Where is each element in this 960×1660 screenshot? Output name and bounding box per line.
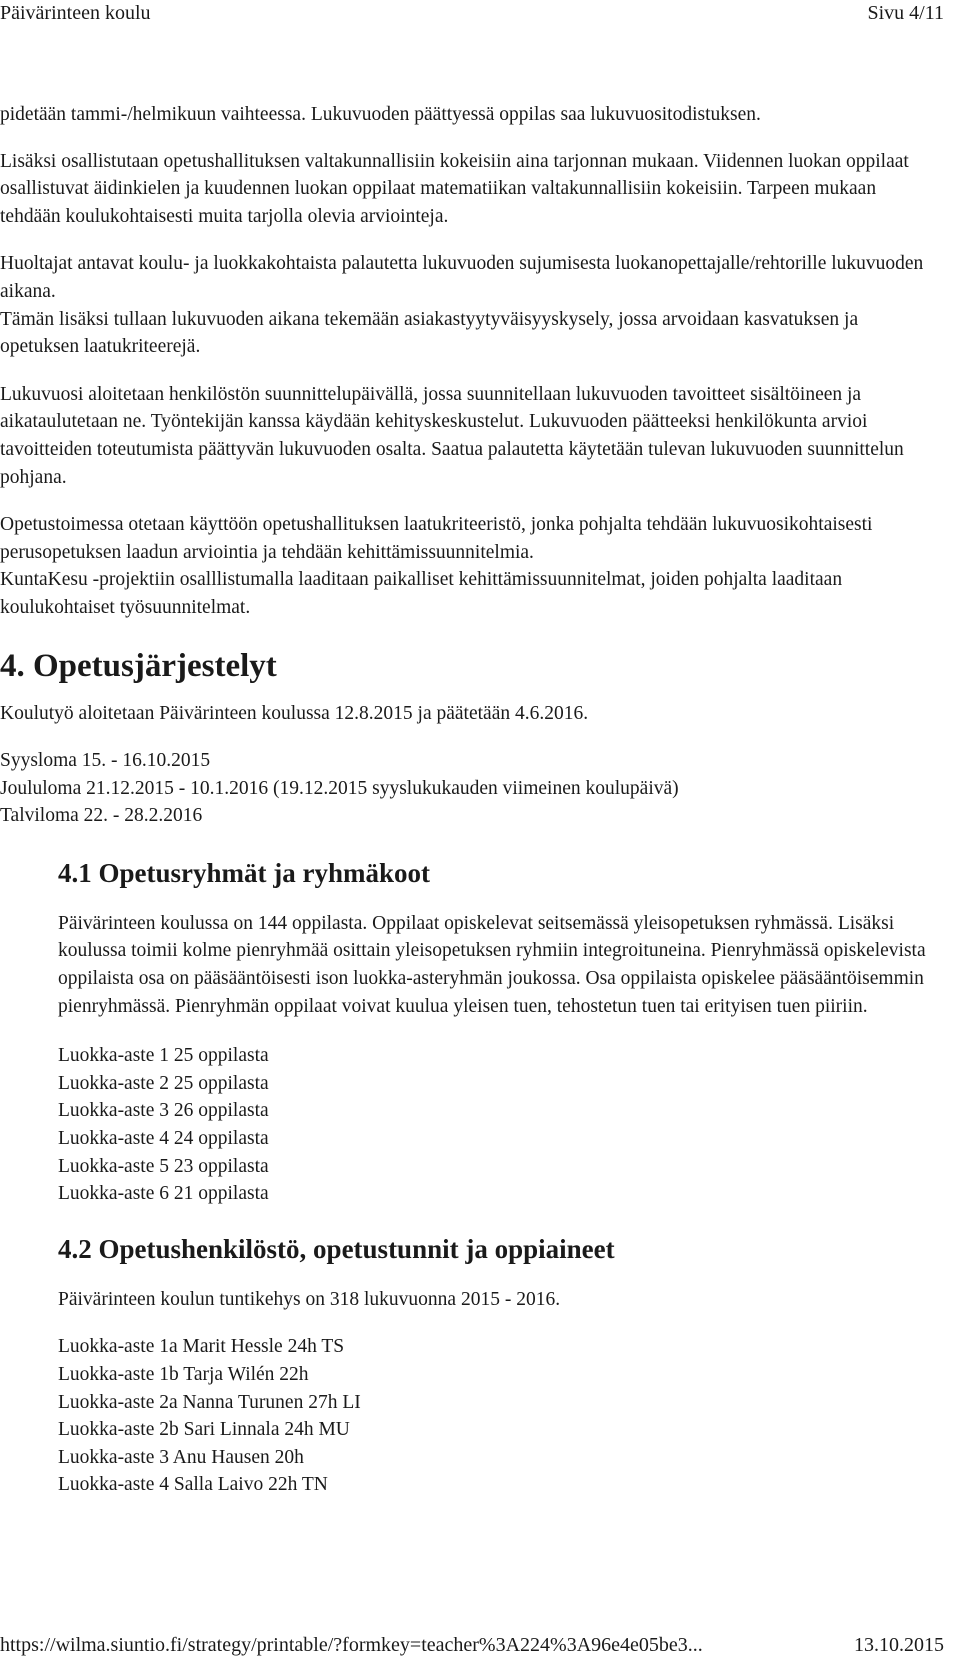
list-item: Luokka-aste 2b Sari Linnala 24h MU xyxy=(58,1419,350,1441)
paragraph: Huoltajat antavat koulu- ja luokkakohtaista palautetta lukuvuoden sujumisesta luokanopettajalle/rehtorille lukuvuoden aikana. xyxy=(0,253,924,302)
list-item: Syysloma 15. - 16.10.2015 xyxy=(0,750,211,772)
list-item: Luokka-aste 3 Anu Hausen 20h xyxy=(58,1446,304,1468)
list-item: Luokka-aste 1b Tarja Wilén 22h xyxy=(58,1364,309,1385)
list-item: Talviloma 22. - 28.2.2016 xyxy=(0,805,203,827)
paragraph: Päivärinteen koulun tuntikehys on 318 lukuvuonna 2015 - 2016. xyxy=(58,1288,561,1310)
list-item: Luokka-aste 3 26 oppilasta xyxy=(58,1100,269,1122)
paragraph: Lisäksi osallistutaan opetushallituksen valtakunnallisiin kokeisiin aina tarjonnan mukaan. Viidennen luokan oppilaat osallistuvat äidinkielen ja kuudennen luokan oppilaat matematiikan valtakunnallisiin kokeisiin. Tarpeen mukaan tehdään koulukohtaisesti muita tarjolla olevia arviointeja. xyxy=(0,150,909,227)
holiday-list xyxy=(0,747,940,830)
header-title: Päivärinteen koulu xyxy=(0,2,151,24)
list-item: Luokka-aste 1a Marit Hessle 24h TS xyxy=(58,1336,345,1358)
subsection-heading: 4.2 Opetushenkilöstö, opetustunnit ja oppiaineet xyxy=(58,1233,615,1264)
list-item: Luokka-aste 6 21 oppilasta xyxy=(58,1183,269,1205)
footer-date: 13.10.2015 xyxy=(854,1634,944,1656)
list-item: Joululoma 21.12.2015 - 10.1.2016 (19.12.2015 syyslukukauden viimeinen koulupäivä) xyxy=(0,777,679,799)
page-number: Sivu 4/11 xyxy=(867,2,944,24)
paragraph: KuntaKesu -projektiin osalllistumalla laaditaan paikalliset kehittämissuunnitelmat, joiden pohjalta laaditaan koulukohtaiset työsuunnitelmat. xyxy=(0,569,843,618)
page-footer xyxy=(0,1632,944,1660)
list-item: Luokka-aste 4 Salla Laivo 22h TN xyxy=(58,1474,328,1496)
footer-url: https://wilma.siuntio.fi/strategy/printable/?formkey=teacher%3A224%3A96e4e05be3... xyxy=(0,1634,703,1656)
paragraph: Tämän lisäksi tullaan lukuvuoden aikana tekemään asiakastyytyväisyyskysely, jossa arvoidaan kasvatuksen ja opetuksen laatukriteerejä. xyxy=(0,308,859,358)
list-item: Luokka-aste 2a Nanna Turunen 27h LI xyxy=(58,1391,361,1413)
paragraph: Koulutyö aloitetaan Päivärinteen koulussa 12.8.2015 ja päätetään 4.6.2016. xyxy=(0,702,589,724)
paragraph: pidetään tammi-/helmikuun vaihteessa. Lukuvuoden päättyessä oppilas saa lukuvuositodistuksen. xyxy=(0,104,761,125)
paragraph: Opetustoimessa otetaan käyttöön opetushallituksen laatukriteeristö, jonka pohjalta tehdään lukuvuosikohtaisesti perusopetuksen laadun arviointia ja tehdään kehittämissuunnitelmia. xyxy=(0,514,873,563)
list-item: Luokka-aste 2 25 oppilasta xyxy=(58,1072,269,1094)
page-header xyxy=(0,0,944,30)
document-body xyxy=(0,101,940,1499)
section-heading: 4. Opetusjärjestelyt xyxy=(0,647,277,684)
paragraph: Päivärinteen koulussa on 144 oppilasta. Oppilaat opiskelevat seitsemässä yleisopetuksen ryhmässä. Lisäksi koulussa toimii kolme pienryhmää osittain yleisopetuksen ryhmiin integroituneina. Pienryhmässä opiskelevista oppilaista osa on pääsääntöisesti ison luokka-asteryhmän joukossa. Osa oppilaista opiskelee pääsääntöisemmin pienryhmässä. Pienryhmän oppilaat voivat kuulua yleisen tuen, tehostetun tuen tai erityisen tuen piiriin. xyxy=(58,912,926,1017)
list-item: Luokka-aste 4 24 oppilasta xyxy=(58,1128,269,1150)
list-item: Luokka-aste 5 23 oppilasta xyxy=(58,1155,269,1177)
list-item: Luokka-aste 1 25 oppilasta xyxy=(58,1045,269,1067)
teacher-list xyxy=(58,1333,940,1499)
paragraph: Lukuvuosi aloitetaan henkilöstön suunnittelupäivällä, jossa suunnitellaan lukuvuoden tavoitteet sisältöineen ja aikataulutetaan ne. Työntekijän kanssa käydään kehityskeskustelut. Lukuvuoden päätteeksi henkilökunta arvioi tavoitteiden toteutumista päättyvän lukuvuoden osalta. Saatua palautetta käytetään tulevan lukuvuoden suunnittelun pohjana. xyxy=(0,383,904,488)
subsection-heading: 4.1 Opetusryhmät ja ryhmäkoot xyxy=(58,857,430,888)
grade-list xyxy=(58,1042,940,1208)
